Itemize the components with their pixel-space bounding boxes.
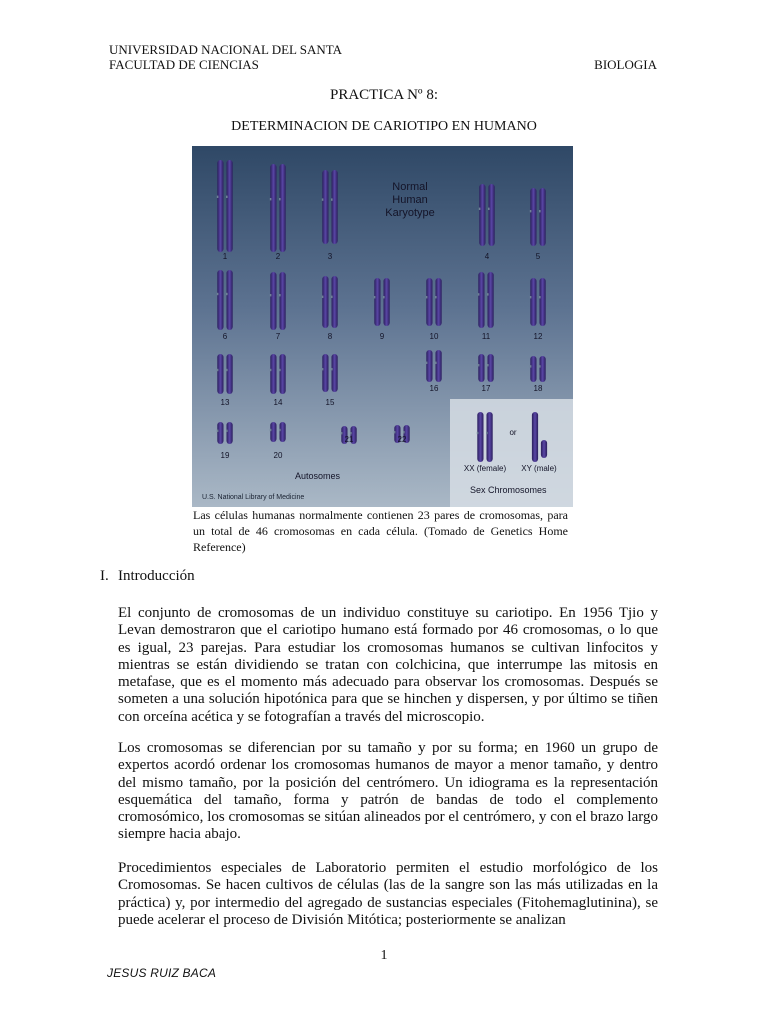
chromosome-pair-4-b xyxy=(489,184,495,246)
chromosome-pair-9-a xyxy=(374,278,380,326)
chromosome-label-19: 19 xyxy=(220,451,230,460)
chromosome-label-9: 9 xyxy=(379,332,385,341)
credit-text: U.S. National Library of Medicine xyxy=(202,494,305,501)
chromosome-pair-5-b xyxy=(540,188,546,246)
chromosome-label-5: 5 xyxy=(535,252,541,261)
chromosome-pair-2-centromere xyxy=(270,198,272,200)
chromosome-pair-20-centromere xyxy=(270,429,272,431)
chromosome-label-10: 10 xyxy=(429,332,439,341)
chromosome-xx-a xyxy=(477,412,483,462)
chromosome-pair-7-centromere xyxy=(279,294,281,296)
header-institution xyxy=(109,42,342,72)
section-number: I. xyxy=(100,568,109,584)
female-label: XX (female) xyxy=(463,464,507,473)
author-name: JESUS RUIZ BACA xyxy=(107,966,217,980)
chromosome-pair-12-a xyxy=(530,278,536,326)
chromosome-pair-13-centromere xyxy=(226,369,228,371)
chromosome-pair-19-a xyxy=(217,422,223,444)
chromosome-pair-4-centromere xyxy=(479,208,481,210)
chromosome-pair-13-b xyxy=(227,354,233,394)
chromosome-pair-18-a xyxy=(530,356,536,382)
chromosome-pair-12-centromere xyxy=(530,296,532,298)
karyotype-figure xyxy=(192,146,573,507)
chromosome-pair-6-centromere xyxy=(217,293,219,295)
chromosome-pair-1-centromere xyxy=(226,196,228,198)
male-label: XY (male) xyxy=(521,464,557,473)
chromosome-pair-16-b xyxy=(436,350,442,382)
paragraph-2: Los cromosomas se diferencian por su tamaño y por su forma; en 1960 un grupo de expertos acordó ordenar los cromosomas humanos de mayor a menor tamaño, y dentro del mismo tamaño, por la posición del centrómero. Un idiograma es la representación esquemática del tamaño, forma y patrón de bandas de todo el complemento cromosómico, los cromosomas se sitúan alineados por el centrómero, y con el brazo largo siempre hacia abajo. xyxy=(118,740,658,843)
chromosome-label-7: 7 xyxy=(275,332,281,341)
chromosome-pair-14-centromere xyxy=(279,369,281,371)
faculty-name: FACULTAD DE CIENCIAS xyxy=(109,57,259,72)
paragraph-1: El conjunto de cromosomas de un individuo constituye su cariotipo. En 1956 Tjio y Levan demostraron que el cariotipo humano está formado por 46 cromosomas, o lo que es igual, 23 parejas. Para estudiar los cromosomas humanos se cultivan linfocitos y mientras se están dividiendo se tratan con colchicina, que interrumpe las mitosis en metafase, que es el momento más adecuado para observar los cromosomas. Después se someten a una solución hipotónica para que se hinchen y dispersen, y por último se tiñen con orceína acética y se fotografían a través del microscopio. xyxy=(118,605,658,725)
chromosome-x xyxy=(532,412,538,462)
chromosome-pair-20-a xyxy=(270,422,276,442)
chromosome-label-16: 16 xyxy=(429,384,439,393)
chromosome-pair-8-centromere xyxy=(322,296,324,298)
chromosome-pair-19-centromere xyxy=(217,430,219,432)
chromosome-label-13: 13 xyxy=(220,398,230,407)
chromosome-pair-7-centromere xyxy=(270,294,272,296)
or-label: or xyxy=(509,428,517,437)
chromosome-pair-20-centromere xyxy=(279,429,281,431)
paragraph-3: Procedimientos especiales de Laboratorio permiten el estudio morfológico de los Cromosomas. Se hacen cultivos de células (las de la sangre son las más utilizadas en la práctica) y, por intermedio del agregado de sustancias especiales (Fitohemaglutinina), se puede acelerar el proceso de División Mitótica; posteriormente se analizan xyxy=(118,860,658,928)
chromosome-label-17: 17 xyxy=(481,384,491,393)
chromosome-pair-12-b xyxy=(540,278,546,326)
chromosome-pair-1-a xyxy=(217,160,223,252)
page-subtitle: DETERMINACION DE CARIOTIPO EN HUMANO xyxy=(231,119,537,134)
chromosome-pair-7-a xyxy=(270,272,276,330)
chromosome-pair-17-b xyxy=(488,354,494,382)
chromosome-pair-5-a xyxy=(530,188,536,246)
chromosome-pair-17-centromere xyxy=(478,364,480,366)
chromosome-pair-14-a xyxy=(270,354,276,394)
chromosome-pair-9-centromere xyxy=(383,296,385,298)
chromosome-pair-10-centromere xyxy=(435,296,437,298)
chromosome-pair-18-centromere xyxy=(539,365,541,367)
course-name: BIOLOGIA xyxy=(594,57,657,72)
chromosome-xx-b xyxy=(487,412,493,462)
chromosome-pair-11-centromere xyxy=(487,293,489,295)
chromosome-label-2: 2 xyxy=(275,252,281,261)
chromosome-pair-5-centromere xyxy=(539,210,541,212)
chromosome-pair-21-centromere xyxy=(341,432,343,434)
chromosome-pair-8-centromere xyxy=(331,296,333,298)
chromosome-pair-9-b xyxy=(384,278,390,326)
chromosome-pair-3-centromere xyxy=(322,198,324,200)
chromosome-pair-11-a xyxy=(478,272,484,328)
chromosome-pair-22-centromere xyxy=(403,431,405,433)
sex-chromosomes-label: Sex Chromosomes xyxy=(470,485,547,495)
chromosome-pair-9-centromere xyxy=(374,296,376,298)
chromosome-xx-centromere xyxy=(486,432,488,434)
chromosome-pair-3-a xyxy=(322,170,328,244)
chromosome-pair-13-a xyxy=(217,354,223,394)
chromosome-pair-12-centromere xyxy=(539,296,541,298)
chromosome-pair-16-centromere xyxy=(426,362,428,364)
chromosome-label-3: 3 xyxy=(327,252,333,261)
chromosome-label-21: 21 xyxy=(344,435,354,444)
figure-caption: Las células humanas normalmente contienen 23 pares de cromosomas, para un total de 46 cromosomas en cada célula. (Tomado de Genetics Home Reference) xyxy=(193,508,568,554)
chromosome-pair-17-a xyxy=(478,354,484,382)
figure-heading-line-1: Normal xyxy=(392,181,428,193)
chromosome-pair-15-centromere xyxy=(322,368,324,370)
chromosome-label-12: 12 xyxy=(533,332,543,341)
chromosome-pair-18-centromere xyxy=(530,365,532,367)
chromosome-label-18: 18 xyxy=(533,384,543,393)
chromosome-pair-6-centromere xyxy=(226,293,228,295)
page-number: 1 xyxy=(380,948,388,963)
chromosome-pair-8-a xyxy=(322,276,328,328)
autosomes-label: Autosomes xyxy=(295,471,341,481)
chromosome-pair-8-b xyxy=(332,276,338,328)
chromosome-pair-18-b xyxy=(540,356,546,382)
chromosome-pair-20-b xyxy=(280,422,286,442)
chromosome-pair-7-b xyxy=(280,272,286,330)
chromosome-pair-10-b xyxy=(436,278,442,326)
chromosome-pair-2-centromere xyxy=(279,198,281,200)
chromosome-label-11: 11 xyxy=(481,332,491,341)
chromosome-pair-5-centromere xyxy=(530,210,532,212)
chromosome-pair-14-centromere xyxy=(270,369,272,371)
chromosome-pair-2-a xyxy=(270,164,276,252)
chromosome-pair-15-centromere xyxy=(331,368,333,370)
section-heading xyxy=(100,568,195,585)
chromosome-y xyxy=(541,440,547,458)
chromosome-label-8: 8 xyxy=(327,332,333,341)
chromosome-pair-4-centromere xyxy=(488,208,490,210)
chromosome-label-14: 14 xyxy=(273,398,283,407)
chromosome-label-4: 4 xyxy=(484,252,490,261)
chromosome-pair-16-centromere xyxy=(435,362,437,364)
chromosome-pair-13-centromere xyxy=(217,369,219,371)
chromosome-pair-15-b xyxy=(332,354,338,392)
chromosome-label-6: 6 xyxy=(222,332,228,341)
chromosome-pair-22-centromere xyxy=(394,431,396,433)
figure-heading-line-2: Human xyxy=(392,194,428,206)
chromosome-pair-2-b xyxy=(280,164,286,252)
chromosome-pair-1-b xyxy=(227,160,233,252)
chromosome-pair-17-centromere xyxy=(487,364,489,366)
chromosome-pair-11-centromere xyxy=(478,293,480,295)
chromosome-pair-3-b xyxy=(332,170,338,244)
chromosome-pair-19-centromere xyxy=(226,430,228,432)
chromosome-label-20: 20 xyxy=(273,451,283,460)
section-title: Introducción xyxy=(118,568,195,584)
chromosome-pair-4-a xyxy=(479,184,485,246)
chromosome-pair-15-a xyxy=(322,354,328,392)
chromosome-label-22: 22 xyxy=(397,435,407,444)
chromosome-label-1: 1 xyxy=(222,252,228,261)
chromosome-pair-14-b xyxy=(280,354,286,394)
page-title: PRACTICA Nº 8: xyxy=(329,87,438,103)
chromosome-pair-6-b xyxy=(227,270,233,330)
chromosome-pair-1-centromere xyxy=(217,196,219,198)
university-name: UNIVERSIDAD NACIONAL DEL SANTA xyxy=(109,42,343,57)
chromosome-label-15: 15 xyxy=(325,398,335,407)
chromosome-pair-3-centromere xyxy=(331,198,333,200)
figure-heading-line-3: Karyotype xyxy=(385,207,435,219)
chromosome-pair-19-b xyxy=(227,422,233,444)
chromosome-pair-10-centromere xyxy=(426,296,428,298)
chromosome-pair-6-a xyxy=(217,270,223,330)
chromosome-pair-11-b xyxy=(488,272,494,328)
chromosome-xx-centromere xyxy=(477,432,479,434)
chromosome-pair-10-a xyxy=(426,278,432,326)
chromosome-pair-16-a xyxy=(426,350,432,382)
